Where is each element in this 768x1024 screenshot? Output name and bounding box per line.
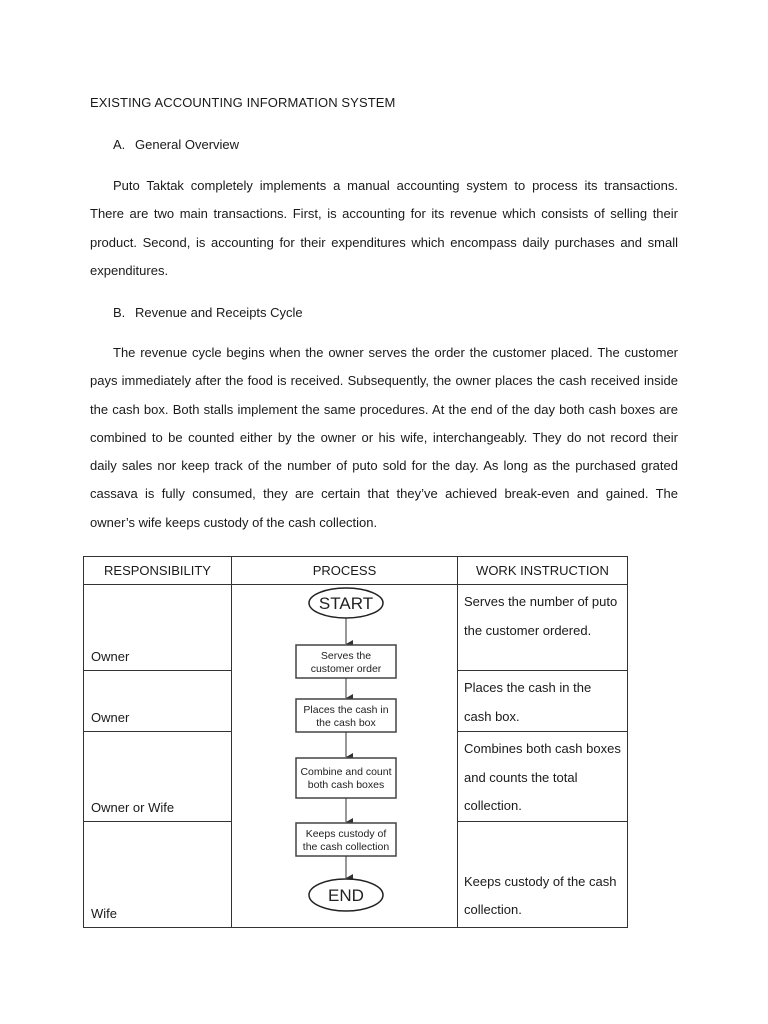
end-label: END bbox=[328, 886, 364, 905]
instruction-cell: Keeps custody of the cash collection. bbox=[458, 821, 628, 927]
paragraph-revenue-cycle: The revenue cycle begins when the owner serves the order the customer placed. The customer pays immediately after the food is received. Subsequently, the owner places the cash received inside the cash box. Both stalls implement the same procedures. At the end of the day both cash boxes are combined to be counted either by the owner or his wife, interchangeably. They do not record their daily sales nor keep track of the number of puto sold for the day. As long as the purchased grated cassava is fully consumed, they are certain that they’ve achieved break-even and gained. The owner’s wife keeps custody of the cash collection. bbox=[90, 345, 678, 530]
table-row bbox=[84, 585, 628, 671]
instruction-cell: Serves the number of puto the customer ordered. bbox=[458, 585, 628, 671]
step-label: Serves the bbox=[320, 650, 372, 662]
section-a-title: General Overview bbox=[135, 137, 240, 152]
step-label: Places the cash in bbox=[303, 704, 389, 716]
flowchart bbox=[232, 585, 458, 921]
responsibility-cell: Owner bbox=[84, 671, 232, 732]
step-label: both cash boxes bbox=[307, 779, 385, 791]
start-label: START bbox=[318, 594, 374, 613]
header-work-instruction: WORK INSTRUCTION bbox=[458, 557, 628, 585]
header-process: PROCESS bbox=[232, 557, 458, 585]
section-a-marker: A. bbox=[113, 137, 126, 152]
paragraph-general-overview: Puto Taktak completely implements a manual accounting system to process its transactions. There are two main transactions. First, is accounting for its revenue which consists of selling their product. Second, is accounting for their expenditures which encompass daily purchases and small expenditures. bbox=[90, 178, 678, 278]
step-label: the cash box bbox=[316, 717, 376, 729]
header-responsibility: RESPONSIBILITY bbox=[84, 557, 232, 585]
document-title: EXISTING ACCOUNTING INFORMATION SYSTEM bbox=[90, 95, 396, 110]
instruction-cell: Combines both cash boxes and counts the total collection. bbox=[458, 732, 628, 822]
table-header-row bbox=[84, 557, 628, 585]
responsibility-cell: Owner bbox=[84, 585, 232, 671]
section-b-heading bbox=[113, 305, 303, 320]
step-label: customer order bbox=[310, 663, 382, 675]
step-label: Keeps custody of bbox=[305, 828, 387, 840]
step-box-combine-count bbox=[296, 758, 396, 798]
instruction-cell: Places the cash in the cash box. bbox=[458, 671, 628, 732]
process-table bbox=[83, 556, 628, 928]
process-cell bbox=[232, 585, 458, 928]
section-b-marker: B. bbox=[113, 305, 126, 320]
section-b-title: Revenue and Receipts Cycle bbox=[135, 305, 303, 320]
responsibility-cell: Wife bbox=[84, 821, 232, 927]
responsibility-cell: Owner or Wife bbox=[84, 732, 232, 822]
section-a-heading bbox=[113, 137, 239, 152]
step-label: Combine and count bbox=[300, 766, 392, 778]
step-label: the cash collection bbox=[302, 841, 390, 853]
